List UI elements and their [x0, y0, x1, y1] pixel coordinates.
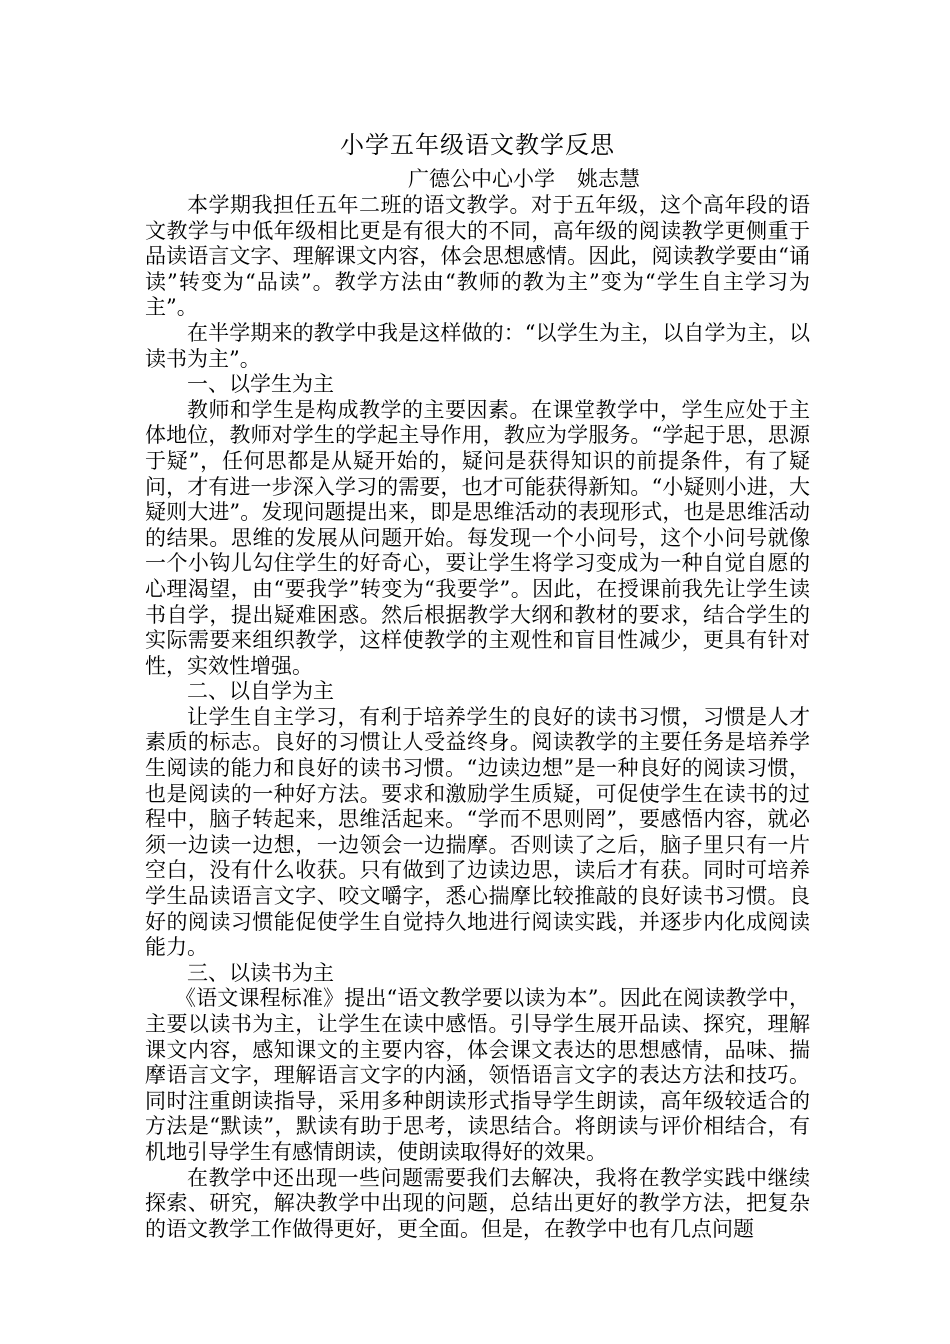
- school-name: 广德公中心小学: [408, 167, 555, 191]
- paragraph-approach: 在半学期来的教学中我是这样做的：“以学生为主，以自学为主，以读书为主”。: [145, 320, 810, 371]
- section-heading-1: 一、以学生为主: [187, 372, 334, 397]
- section-heading-3: 三、以读书为主: [187, 960, 334, 985]
- paragraph-closing: 在教学中还出现一些问题需要我们去解决，我将在教学实践中继续探索、研究，解决教学中出现的问题，总结出更好的教学方法，把复杂的语文教学工作做得更好，更全面。但是，在教学中也有几点问题: [145, 1165, 810, 1241]
- document-body: [145, 130, 810, 1242]
- document-title: 小学五年级语文教学反思: [340, 131, 615, 159]
- paragraph-section-1: 教师和学生是构成教学的主要因素。在课堂教学中，学生应处于主体地位，教师对学生的学起主导作用，教应为学服务。“学起于思，思源于疑”，任何思都是从疑开始的，疑问是获得知识的前提条件，有了疑问，才有进一步深入学习的需要，也才可能获得新知。“小疑则小进，大疑则大进”。发现问题提出来，即是思维活动的表现形式，也是思维活动的结果。思维的发展从问题开始。每发现一个小问号，这个小问号就像一个小钩儿勾住学生的好奇心，要让学生将学习变成为一种自觉自愿的心理渴望，由“要我学”转变为“我要学”。因此，在授课前我先让学生读书自学，提出疑难困惑。然后根据教学大纲和教材的要求，结合学生的实际需要来组织教学，这样使教学的主观性和盲目性减少，更具有针对性，实效性增强。: [145, 397, 810, 678]
- author-name: 姚志慧: [577, 167, 640, 191]
- paragraph-section-3: 《语文课程标准》提出“语文教学要以读为本”。因此在阅读教学中，主要以读书为主，让学生在读中感悟。引导学生展开品读、探究，理解课文内容，感知课文的主要内容，体会课文表达的思想感情，品味、揣摩语言文字，理解语言文字的内涵，领悟语言文字的表达方法和技巧。同时注重朗读指导，采用多种朗读形式指导学生朗读，高年级较适合的方法是“默读”，默读有助于思考，读思结合。将朗读与评价相结合，有机地引导学生有感情朗读，使朗读取得好的效果。: [145, 986, 810, 1164]
- byline: [145, 166, 810, 193]
- section-heading-2: 二、以自学为主: [187, 679, 334, 704]
- paragraph-intro: 本学期我担任五年二班的语文教学。对于五年级，这个高年段的语文教学与中低年级相比更是有很大的不同，高年级的阅读教学更侧重于品读语言文字、理解课文内容，体会思想感情。因此，阅读教学要由“诵读”转变为“品读”。教学方法由“教师的教为主”变为“学生自主学习为主”。: [145, 193, 810, 320]
- paragraph-section-2: 让学生自主学习，有利于培养学生的良好的读书习惯，习惯是人才素质的标志。良好的习惯让人受益终身。阅读教学的主要任务是培养学生阅读的能力和良好的读书习惯。“边读边想”是一种良好的阅读习惯，也是阅读的一种好方法。要求和激励学生质疑，可促使学生在读书的过程中，脑子转起来，思维活起来。“学而不思则罔”，要感悟内容，就必须一边读一边想，一边领会一边揣摩。否则读了之后，脑子里只有一片空白，没有什么收获。只有做到了边读边思，读后才有获。同时可培养学生品读语言文字、咬文嚼字，悉心揣摩比较推敲的良好读书习惯。良好的阅读习惯能促使学生自觉持久地进行阅读实践，并逐步内化成阅读能力。: [145, 704, 810, 960]
